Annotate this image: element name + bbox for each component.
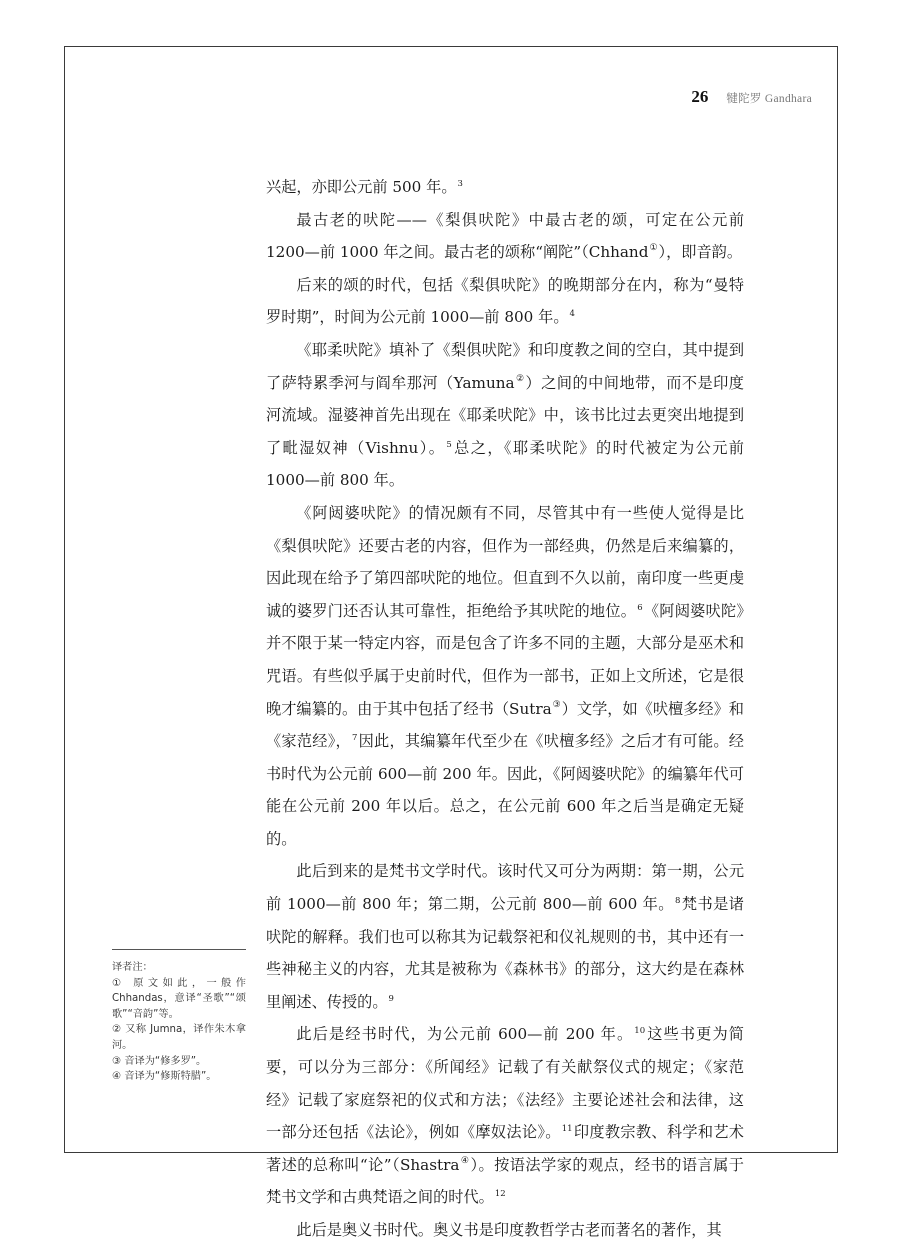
text-run: 《阿闼婆吠陀》并不限于某一特定内容，而是包含了许多不同的主题，大部分是巫术和咒语。有些似乎属于史前时代，但作为一部书，正如上文所述，它是很晚才编纂的。由于其中包括了经书（Sutra (266, 601, 744, 718)
text-run: 因此，其编纂年代至少在《吠檀多经》之后才有可能。经书时代为公元前 600—前 200 年。因此，《阿闼婆吠陀》的编纂年代可能在公元前 200 年以后。总之，在公元前 600 年之后当是确定无疑的。 (266, 732, 744, 848)
endnote-ref: 7 (351, 733, 358, 744)
text-run: 《耶柔吠陀》填补了《梨俱吠陀》和印度教之间的空白，其中提到了萨特累季河与阎牟那河（Yamuna (266, 340, 744, 392)
body-paragraph (266, 855, 744, 1018)
translator-note: ② 又称 Jumna，译作朱木拿河。 (112, 1024, 246, 1051)
endnote-ref: 5 (446, 439, 452, 450)
body-paragraph (266, 334, 744, 497)
text-run: ）。按语法学家的观点，经书的语言属于梵书文学和古典梵语之间的时代。 (266, 1155, 744, 1207)
body-paragraph (266, 171, 744, 204)
translator-note: ① 原文如此，一般作 Chhandas，意译“圣歌”“颂歌”“音韵”等。 (112, 977, 246, 1020)
text-run: ），即音韵。 (658, 243, 743, 262)
text-run: 兴起，亦即公元前 500 年。 (266, 178, 457, 196)
page-number: 26 (691, 87, 709, 106)
text-run: 此后到来的是梵书文学时代。该时代又可分为两期：第一期，公元前 1000—前 800 年；第二期，公元前 800—前 600 年。 (266, 862, 744, 914)
translator-notes-title: 译者注： (112, 962, 153, 973)
body-paragraph (266, 1018, 744, 1214)
endnote-ref: 9 (388, 993, 394, 1004)
footnote-marker: ④ (460, 1155, 470, 1166)
text-run: ）文学，如《吠檀多经》和《家范经》， (266, 699, 744, 751)
translator-notes (112, 949, 246, 1085)
endnote-ref: 12 (494, 1189, 506, 1200)
running-title: 犍陀罗 Gandhara (726, 93, 812, 105)
text-run: 此后是奥义书时代。奥义书是印度教哲学古老而著名的著作，其 (296, 1221, 722, 1239)
body-paragraph (266, 1214, 744, 1247)
text-run: 《阿闼婆吠陀》的情况颇有不同，尽管其中有一些使人觉得是比《梨俱吠陀》还要古老的内容，但作为一部经典，仍然是后来编纂的，因此现在给予了第四部吠陀的地位。但直到不久以前，南印度一些更虔诚的婆罗门还否认其可靠性，拒绝给予其吠陀的地位。 (266, 503, 744, 620)
endnote-ref: 11 (561, 1124, 573, 1135)
text-run: 此后是经书时代，为公元前 600—前 200 年。 (296, 1025, 634, 1044)
footnote-marker: ② (515, 373, 525, 384)
text-run: 这些书更为简要，可以分为三部分：《所闻经》记载了有关献祭仪式的规定；《家范经》记载了家庭祭祀的仪式和方法；《法经》主要论述社会和法律，这一部分还包括《法论》，例如《摩奴法论》。 (266, 1025, 744, 1142)
endnote-ref: 6 (637, 602, 643, 613)
translator-note: ③ 音译为“修多罗”。 (112, 1055, 207, 1067)
endnote-ref: 8 (674, 896, 681, 907)
endnote-ref: 10 (634, 1026, 646, 1037)
translator-note: ④ 音译为“修斯特腊”。 (112, 1071, 217, 1083)
text-run: 印度教宗教、科学和艺术著述的总称叫“论”（Shastra (266, 1123, 744, 1174)
text-run: 梵书是诸吠陀的解释。我们也可以称其为记载祭祀和仪礼规则的书，其中还有一些神秘主义的内容，尤其是被称为《森林书》的部分，这大约是在森林里阐述、传授的。 (266, 895, 744, 1011)
body-paragraph (266, 497, 744, 856)
body-paragraph (266, 204, 744, 269)
body-text (266, 171, 744, 1247)
text-run: 最古老的吠陀——《梨俱吠陀》中最古老的颂，可定在公元前1200—前 1000 年之间。最古老的颂称“阐陀”（Chhand (266, 210, 744, 262)
text-run: 总之，《耶柔吠陀》的时代被定为公元前 1000—前 800 年。 (266, 438, 744, 490)
endnote-ref: 3 (457, 179, 463, 189)
text-run: 后来的颂的时代，包括《梨俱吠陀》的晚期部分在内，称为“曼特罗时期”，时间为公元前 1000—前 800 年。 (266, 275, 744, 327)
footnote-marker: ① (649, 243, 658, 254)
text-run: ）之间的中间地带，而不是印度河流域。湿婆神首先出现在《耶柔吠陀》中，该书比过去更突出地提到了毗湿奴神（Vishnu）。 (266, 373, 744, 457)
body-paragraph (266, 269, 744, 334)
footnote-marker: ③ (552, 699, 561, 710)
endnote-ref: 4 (569, 309, 575, 320)
page-header (691, 87, 812, 107)
